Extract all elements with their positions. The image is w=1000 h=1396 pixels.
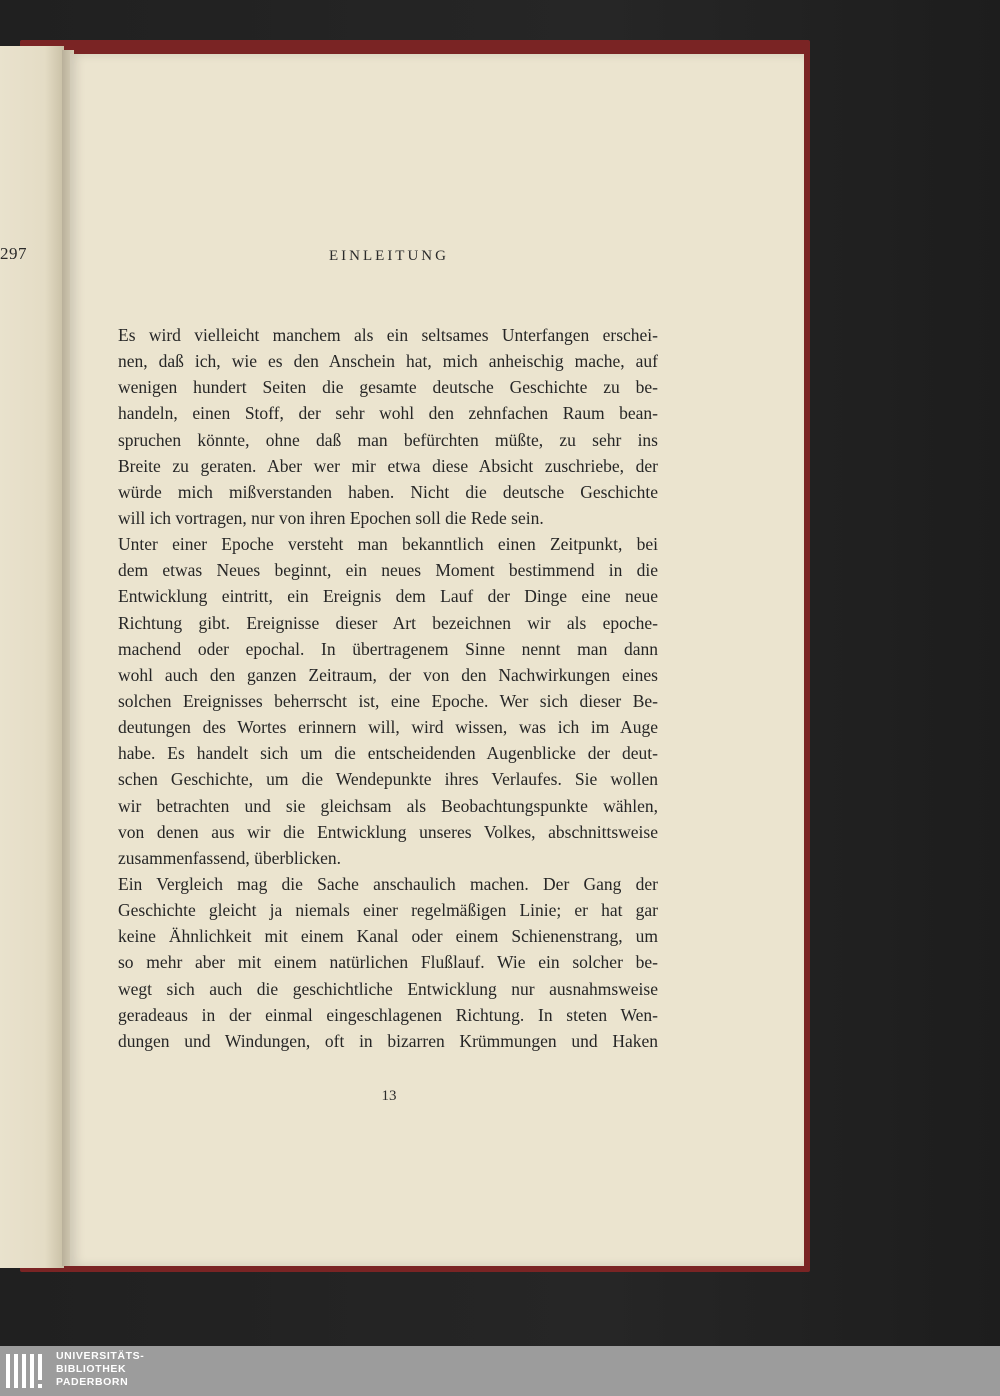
text-line: dem etwas Neues beginnt, ein neues Moment bestimmend in die — [118, 560, 658, 581]
text-line: Unter einer Epoche versteht man bekanntlich einen Zeitpunkt, bei — [118, 534, 658, 555]
library-name-line: PADERBORN — [56, 1376, 129, 1388]
library-logo-icon — [4, 1350, 48, 1392]
text-line: Entwicklung eintritt, ein Ereignis dem Lauf der Dinge eine neue — [118, 586, 658, 607]
text-line: Ein Vergleich mag die Sache anschaulich machen. Der Gang der — [118, 873, 658, 894]
text-line: schen Geschichte, um die Wendepunkte ihres Verlaufes. Sie wollen — [118, 769, 658, 790]
text-line: deutungen des Wortes erinnern will, wird wissen, was ich im Auge — [118, 717, 658, 738]
body-text — [118, 322, 658, 1054]
text-line: Es wird vielleicht manchem als ein seltsames Unterfangen erschei- — [118, 325, 658, 345]
text-line: machend oder epochal. In übertragenem Sinne nennt man dann — [118, 638, 658, 659]
text-line: nen, daß ich, wie es den Anschein hat, mich anheischig mache, auf — [118, 351, 658, 372]
text-line: handeln, einen Stoff, der sehr wohl den zehnfachen Raum bean- — [118, 403, 658, 424]
text-line: Breite zu geraten. Aber wer mir etwa diese Absicht zuschriebe, der — [118, 455, 658, 476]
page-number: 13 — [381, 1088, 397, 1104]
text-line: wir betrachten und sie gleichsam als Beobachtungspunkte wählen, — [118, 795, 658, 816]
library-name-line: BIBLIOTHEK — [56, 1363, 127, 1375]
left-page-number: 297 — [0, 244, 27, 263]
text-line: geradeaus in der einmal eingeschlagenen Richtung. In steten Wen- — [118, 1004, 658, 1025]
text-line: spruchen könnte, ohne daß man befürchten müßte, zu sehr ins — [118, 429, 658, 450]
text-line: solchen Ereignisses beherrscht ist, eine Epoche. Wer sich dieser Be- — [118, 690, 658, 711]
library-name — [56, 1350, 144, 1389]
text-line: zusammenfassend, überblicken. — [118, 847, 342, 868]
chapter-title: EINLEITUNG — [329, 248, 449, 264]
text-line: wenigen hundert Seiten die gesamte deutsche Geschichte zu be- — [118, 377, 658, 398]
text-line: von denen aus wir die Entwicklung unseres Volkes, abschnittsweise — [118, 821, 658, 842]
left-page — [0, 46, 64, 1268]
text-line: dungen und Windungen, oft in bizarren Krümmungen und Haken — [118, 1030, 658, 1051]
text-line: so mehr aber mit einem natürlichen Flußlauf. Wie ein solcher be- — [118, 952, 658, 973]
text-line: würde mich mißverstanden haben. Nicht die deutsche Geschichte — [118, 481, 658, 502]
text-line: habe. Es handelt sich um die entscheidenden Augenblicke der deut- — [118, 743, 658, 764]
library-name-line: UNIVERSITÄTS- — [56, 1350, 145, 1362]
library-footer — [0, 1346, 1000, 1396]
text-line: will ich vortragen, nur von ihren Epochen soll die Rede sein. — [118, 507, 544, 528]
text-line: wohl auch den ganzen Zeitraum, der von den Nachwirkungen eines — [118, 664, 658, 685]
text-line: Richtung gibt. Ereignisse dieser Art bezeichnen wir als epoche- — [118, 612, 658, 633]
text-line: keine Ähnlichkeit mit einem Kanal oder einem Schienenstrang, um — [118, 926, 658, 947]
text-line: Geschichte gleicht ja niemals einer regelmäßigen Linie; er hat gar — [118, 900, 658, 921]
text-line: wegt sich auch die geschichtliche Entwicklung nur ausnahmsweise — [118, 978, 658, 999]
